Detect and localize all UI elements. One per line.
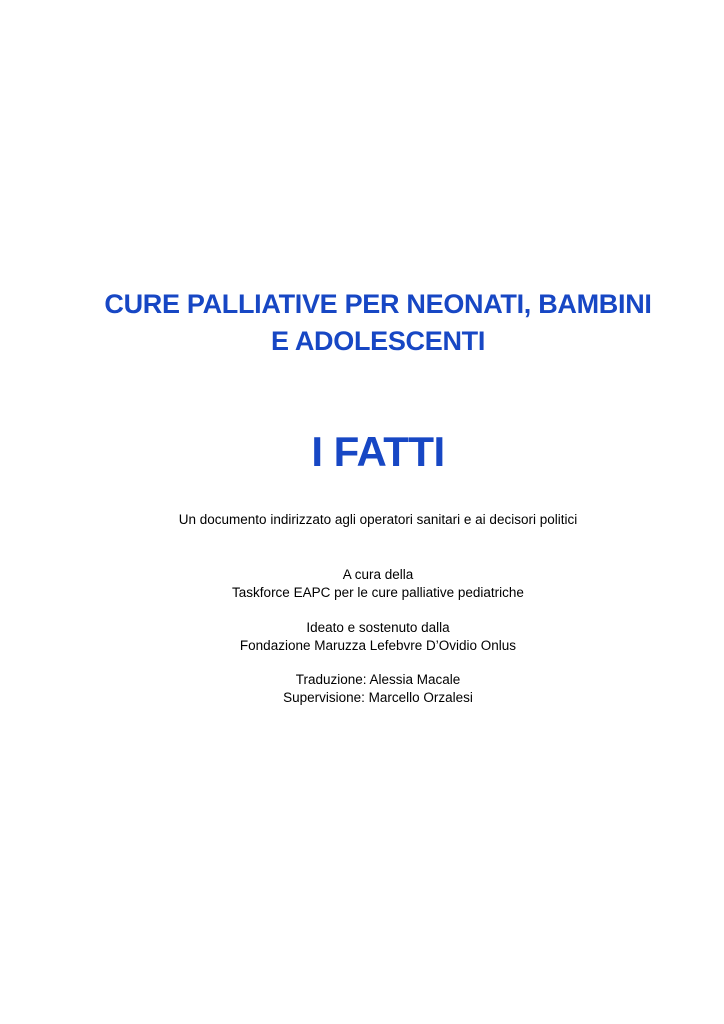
credit-editors (40, 566, 716, 602)
credit-sponsor-line-1: Ideato e sostenuto dalla (306, 620, 450, 635)
credit-editors-line-2: Taskforce EAPC per le cure palliative pediatriche (232, 585, 524, 600)
credit-editors-line-1: A cura della (342, 567, 414, 582)
credit-translation (40, 671, 716, 707)
credit-sponsor-line-2: Fondazione Maruzza Lefebvre D’Ovidio Onlus (239, 638, 517, 653)
credit-sponsor (40, 619, 716, 655)
document-subtitle: Un documento indirizzato agli operatori sanitari e ai decisori politici (178, 512, 578, 527)
credit-translation-line-2: Supervisione: Marcello Orzalesi (283, 690, 473, 705)
document-heading (40, 286, 716, 360)
document-heading-line-2: E ADOLESCENTI (270, 326, 486, 356)
main-title: I FATTI (311, 428, 445, 475)
credit-translation-line-1: Traduzione: Alessia Macale (295, 672, 461, 687)
document-heading-line-1: CURE PALLIATIVE PER NEONATI, BAMBINI (104, 289, 652, 319)
